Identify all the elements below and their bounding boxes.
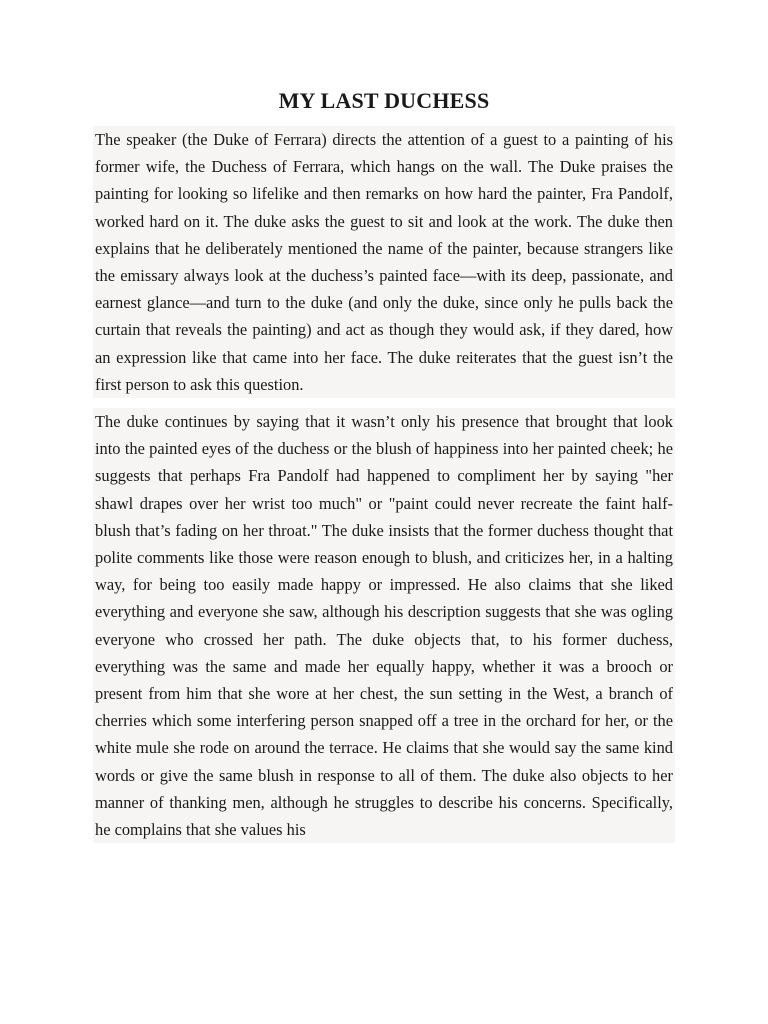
paragraph-summary-1: The speaker (the Duke of Ferrara) directs the attention of a guest to a painting of his former wife, the Duchess of Ferrara, which hangs on the wall. The Duke praises the painting for looking so lifelike and then remarks on how hard the painter, Fra Pandolf, worked hard on it. The duke asks the guest to sit and look at the work. The duke then explains that he deliberately mentioned the name of the painter, because strangers like the emissary always look at the duchess’s painted face—with its deep, passionate, and earnest glance—and turn to the duke (and only the duke, since only he pulls back the curtain that reveals the painting) and act as though they would ask, if they dared, how an expression like that came into her face. The duke reiterates that the guest isn’t the first person to ask this question.: [93, 126, 675, 398]
document-title: MY LAST DUCHESS: [278, 88, 490, 113]
document-page: [93, 86, 675, 843]
paragraph-summary-2: The duke continues by saying that it wasn’t only his presence that brought that look into the painted eyes of the duchess or the blush of happiness into her painted cheek; he suggests that perhaps Fra Pandolf had happened to compliment her by saying "her shawl drapes over her wrist too much" or "paint could never recreate the faint half-blush that’s fading on her throat." The duke insists that the former duchess thought that polite comments like those were reason enough to blush, and criticizes her, in a halting way, for being too easily made happy or impressed. He also claims that she liked everything and everyone she saw, although his description suggests that she was ogling everyone who crossed her path. The duke objects that, to his former duchess, everything was the same and made her equally happy, whether it was a brooch or present from him that she wore at her chest, the sun setting in the West, a branch of cherries which some interfering person snapped off a tree in the orchard for her, or the white mule she rode on around the terrace. He claims that she would say the same kind words or give the same blush in response to all of them. The duke also objects to her manner of thanking men, although he struggles to describe his concerns. Specifically, he complains that she values his: [93, 408, 675, 843]
